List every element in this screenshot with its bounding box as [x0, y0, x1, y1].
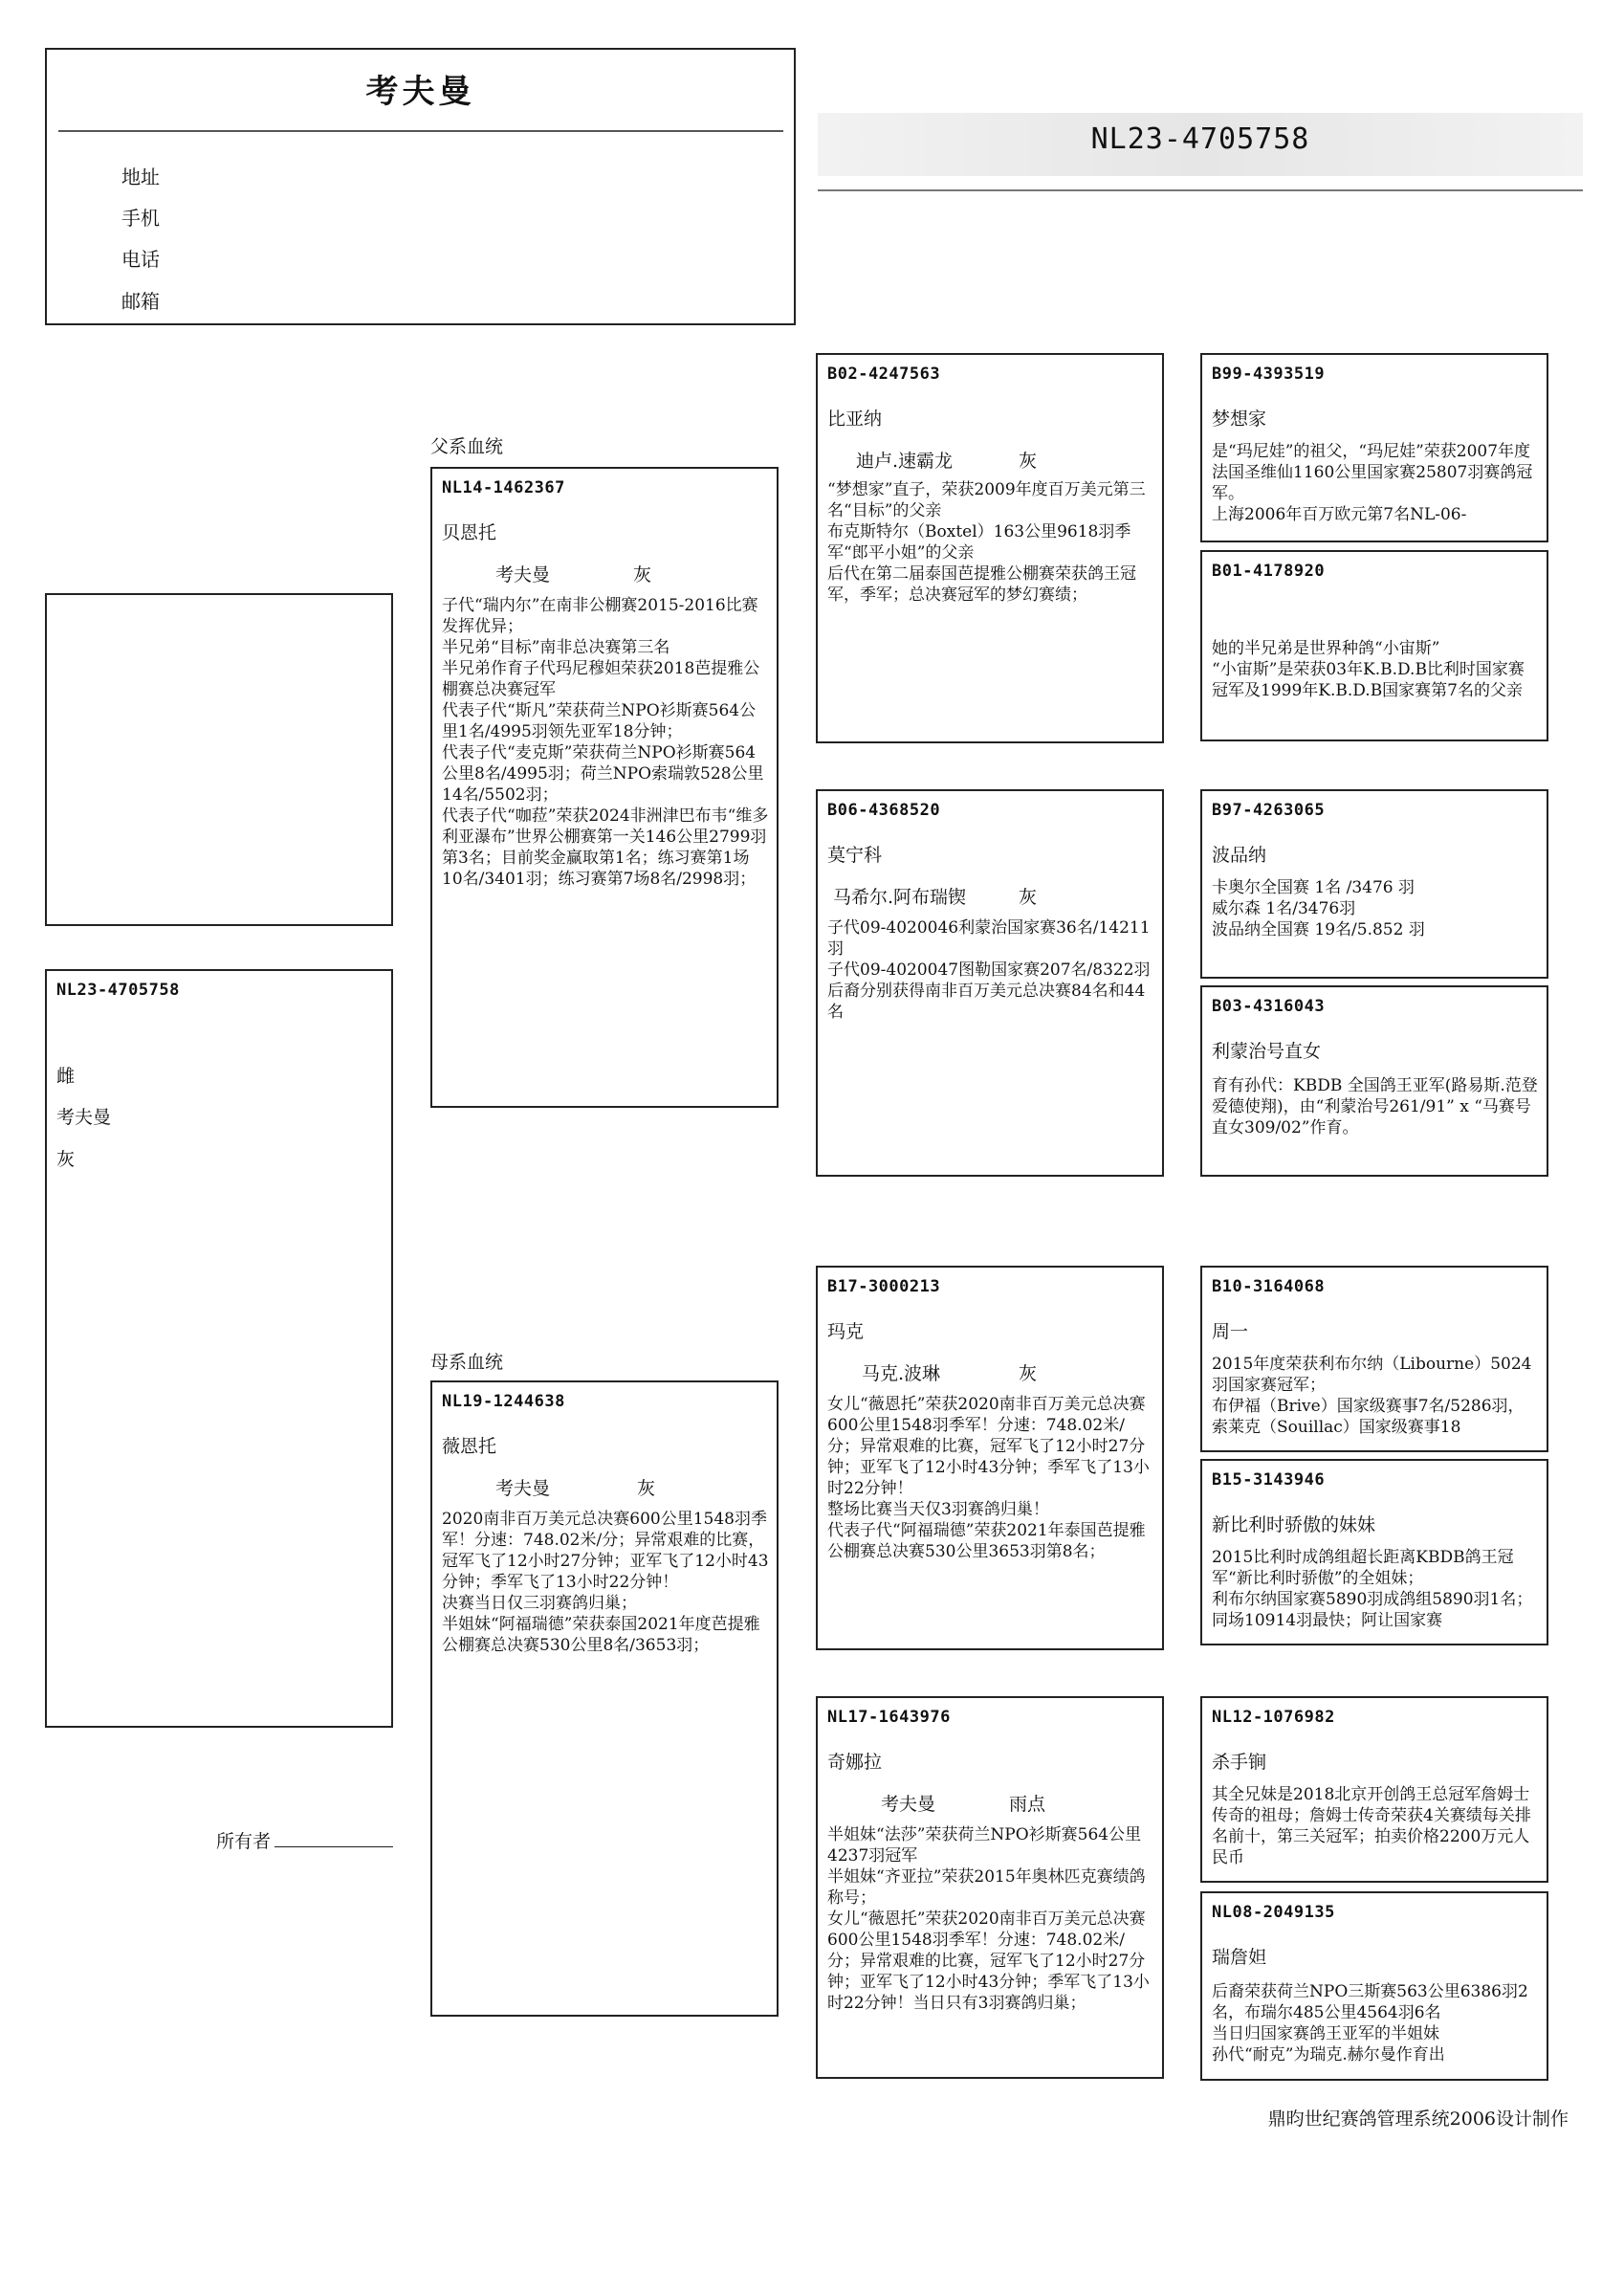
owner-title-divider: [58, 130, 783, 132]
dam-ring: NL19-1244638: [442, 1392, 565, 1411]
dds-ring: NL12-1076982: [1212, 1708, 1335, 1727]
sds-record: 卡奥尔全国赛 1名 /3476 羽 威尔森 1名/3476羽 波品纳全国赛 19名/5.852 羽: [1212, 878, 1425, 939]
dds-record: 其全兄妹是2018北京开创鸽王总冠军詹姆士传奇的祖母；詹姆士传奇荣获4关赛绩每关排名前十，第三关冠军；拍卖价格2200万元人民币: [1212, 1785, 1531, 1867]
owner-field-mobile: 手机: [121, 207, 160, 230]
ssd-card: [1200, 550, 1548, 741]
dds-card: [1200, 1696, 1548, 1883]
dam-name: 薇恩托: [442, 1436, 497, 1457]
dd-name: 奇娜拉: [827, 1752, 883, 1773]
dsd-name: 新比利时骄傲的妹妹: [1212, 1514, 1376, 1535]
ss-name: 比亚纳: [827, 408, 883, 430]
sdd-record: 育有孙代：KBDB 全国鸽王亚军(路易斯.范登爱德使翔)，由“利蒙治号261/91” x “马赛号直女309/02”作育。: [1212, 1076, 1538, 1137]
sds-ring: B97-4263065: [1212, 801, 1326, 820]
dam-record: 2020南非百万美元总决赛600公里1548羽季军！分速：748.02米/分；异常艰难的比赛，冠军飞了12小时27分钟；亚军飞了12小时43分钟；季军飞了13小时22分钟！ 决赛当日仅三羽赛鸽归巢； 半姐妹“阿福瑞德”荣获泰国2021年度芭提雅公棚赛总决赛530公里8名/3653羽；: [442, 1510, 769, 1655]
dam-card: [430, 1380, 779, 2017]
sire-breeder: 考夫曼: [495, 564, 551, 585]
sire-ring: NL14-1462367: [442, 478, 565, 497]
ssd-record: 她的半兄弟是世界种鸽“小宙斯” “小宙斯”是荣获03年K.B.D.B比利时国家赛冠军及1999年K.B.D.B国家赛第7名的父亲: [1212, 639, 1525, 700]
subject-card: [45, 969, 393, 1728]
footer-credit: 鼎昀世纪赛鸽管理系统2006设计制作: [1267, 2108, 1569, 2130]
sd-record: 子代09-4020046利蒙治国家赛36名/14211羽 子代09-4020047图勒国家赛207名/8322羽 后裔分别获得南非百万美元总决赛84名和44名: [827, 918, 1151, 1022]
owner-signature-line: [274, 1846, 393, 1847]
ddd-ring: NL08-2049135: [1212, 1903, 1335, 1922]
sire-line-label: 父系血统: [430, 436, 504, 457]
dam-sire-card: [816, 1266, 1164, 1650]
dss-ring: B10-3164068: [1212, 1277, 1326, 1296]
ss-color: 灰: [1019, 451, 1038, 472]
photo-placeholder: [45, 593, 393, 926]
sd-breeder: 马希尔.阿布瑞锲: [833, 887, 967, 908]
dam-color: 灰: [637, 1478, 656, 1499]
sss-ring: B99-4393519: [1212, 364, 1326, 384]
dam-dam-card: [816, 1696, 1164, 2079]
dam-line-label: 母系血统: [430, 1352, 504, 1373]
owner-title: 考夫曼: [365, 73, 475, 111]
dsd-record: 2015比利时成鸽组超长距离KBDB鸽王冠军“新比利时骄傲”的全姐妹； 利布尔纳国家赛5890羽成鸽组5890羽1名；同场10914羽最快；阿让国家赛: [1212, 1548, 1533, 1630]
owner-label: 所有者: [216, 1831, 272, 1852]
subject-sex: 雌: [56, 1066, 76, 1087]
dsd-ring: B15-3143946: [1212, 1470, 1326, 1490]
dd-record: 半姐妹“法莎”荣获荷兰NPO衫斯赛564公里4237羽冠军 半姐妹“齐亚拉”荣获2015年奥林匹克赛绩鸽称号； 女儿“薇恩托”荣获2020南非百万美元总决赛600公里1548羽季军！分速：748.02米/分；异常艰难的比赛，冠军飞了12小时27分钟；亚军飞了12小时43分钟；季军飞了13小时22分钟！当日只有3羽赛鸽归巢；: [827, 1825, 1150, 2013]
subject-breeder: 考夫曼: [56, 1107, 112, 1128]
sdd-card: [1200, 985, 1548, 1177]
ddd-record: 后裔荣获荷兰NPO三斯赛563公里6386羽2名，布瑞尔485公里4564羽6名 当日归国家赛鸽王亚军的半姐妹 孙代“耐克”为瑞克.赫尔曼作育出: [1212, 1982, 1528, 2064]
ds-color: 灰: [1019, 1363, 1038, 1384]
sss-record: 是“玛尼娃”的祖父，“玛尼娃”荣获2007年度法国圣维仙1160公里国家赛25807羽赛鸽冠军。 上海2006年百万欧元第7名NL-06-: [1212, 442, 1533, 524]
header-underline: [818, 189, 1583, 191]
sds-card: [1200, 789, 1548, 979]
ddd-card: [1200, 1891, 1548, 2081]
sss-card: [1200, 353, 1548, 542]
sire-card: [430, 467, 779, 1108]
sire-color: 灰: [633, 564, 652, 585]
sire-name: 贝恩托: [442, 522, 497, 543]
dam-breeder: 考夫曼: [495, 1478, 551, 1499]
ssd-ring: B01-4178920: [1212, 562, 1326, 581]
sire-dam-card: [816, 789, 1164, 1177]
owner-card: [45, 48, 796, 325]
ss-ring: B02-4247563: [827, 364, 941, 384]
sd-ring: B06-4368520: [827, 801, 941, 820]
sd-color: 灰: [1019, 887, 1038, 908]
ds-record: 女儿“薇恩托”荣获2020南非百万美元总决赛600公里1548羽季军！分速：748.02米/分；异常艰难的比赛，冠军飞了12小时27分钟；亚军飞了12小时43分钟；季军飞了13小时22分钟！ 整场比赛当天仅3羽赛鸽归巢！ 代表子代“阿福瑞德”荣获2021年泰国芭提雅公棚赛总决赛530公里3653羽第8名；: [827, 1395, 1150, 1561]
subject-ring: NL23-4705758: [56, 981, 180, 1000]
dds-name: 杀手锏: [1212, 1752, 1267, 1773]
sdd-name: 利蒙治号直女: [1212, 1041, 1322, 1062]
dss-record: 2015年度荣获利布尔纳（Libourne）5024羽国家赛冠军； 布伊福（Brive）国家级赛事7名/5286羽，索莱克（Souillac）国家级赛事18: [1212, 1355, 1532, 1437]
owner-field-phone: 电话: [121, 248, 160, 271]
owner-field-email: 邮箱: [121, 290, 160, 313]
sds-name: 波品纳: [1212, 845, 1267, 866]
ds-ring: B17-3000213: [827, 1277, 941, 1296]
dd-breeder: 考夫曼: [881, 1794, 936, 1815]
sd-name: 莫宁科: [827, 845, 883, 866]
dd-ring: NL17-1643976: [827, 1708, 951, 1727]
sire-record: 子代“瑞内尔”在南非公棚赛2015-2016比赛发挥优异； 半兄弟“目标”南非总决赛第三名 半兄弟作育子代玛尼穆妲荣获2018芭提雅公棚赛总决赛冠军 代表子代“斯凡”荣获荷兰NPO衫斯赛564公里1名/4995羽领先亚军18分钟； 代表子代“麦克斯”荣获荷兰NPO衫斯赛564公里8名/4995羽；荷兰NPO索瑞敦528公里14名/5502羽； 代表子代“咖菈”荣获2024非洲津巴布韦“维多利亚瀑布”世界公棚赛第一关146公里2799羽第3名；目前奖金赢取第1名；练习赛第1场10名/3401羽；练习赛第7场8名/2998羽；: [442, 596, 769, 889]
dsd-card: [1200, 1459, 1548, 1645]
owner-field-address: 地址: [121, 166, 160, 188]
ss-breeder: 迪卢.速霸龙: [856, 451, 954, 472]
dss-card: [1200, 1266, 1548, 1452]
sdd-ring: B03-4316043: [1212, 997, 1326, 1016]
ds-breeder: 马克.波琳: [862, 1363, 941, 1384]
ss-record: “梦想家”直子，荣获2009年度百万美元第三名“目标”的父亲 布克斯特尔（Boxtel）163公里9618羽季军“郎平小姐”的父亲 后代在第二届泰国芭提雅公棚赛荣获鸽王冠军，季军；总决赛冠军的梦幻赛绩；: [827, 480, 1146, 605]
ddd-name: 瑞詹妲: [1212, 1947, 1267, 1968]
sss-name: 梦想家: [1212, 408, 1267, 430]
header-ring-number: NL23-4705758: [1090, 122, 1310, 156]
dd-color: 雨点: [1009, 1794, 1046, 1815]
subject-color: 灰: [56, 1149, 76, 1170]
sire-sire-card: [816, 353, 1164, 743]
ds-name: 玛克: [827, 1321, 865, 1342]
dss-name: 周一: [1212, 1321, 1249, 1342]
